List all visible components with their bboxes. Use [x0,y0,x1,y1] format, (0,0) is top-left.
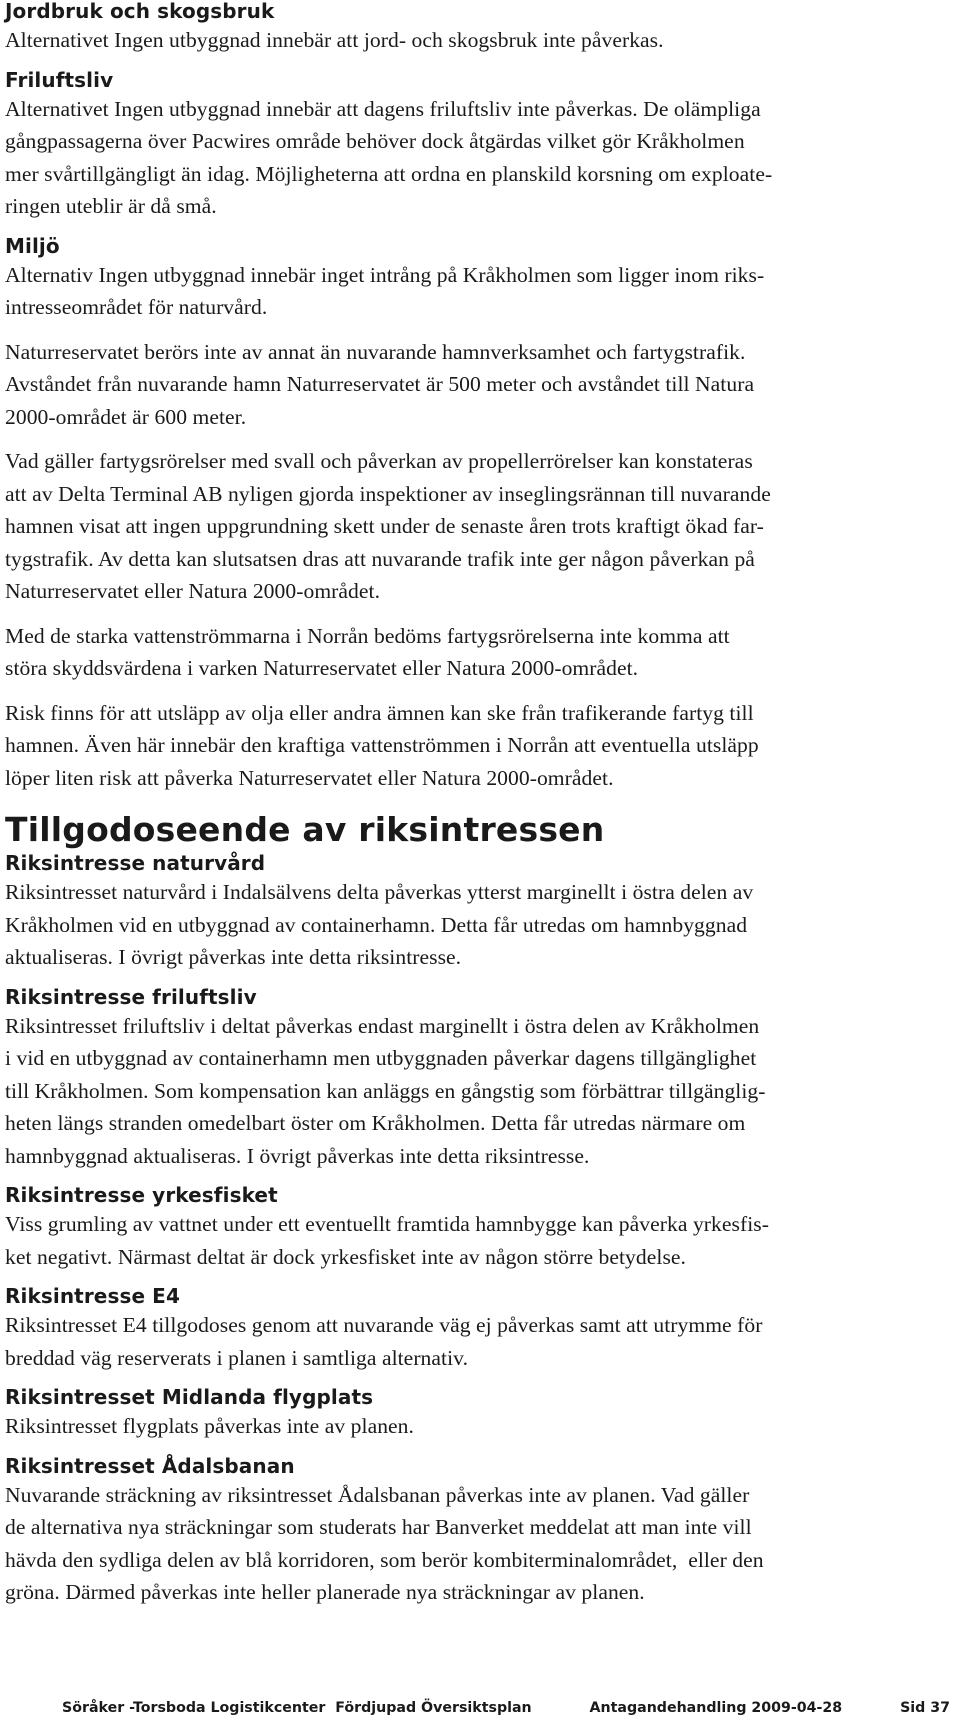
text-line: gröna. Därmed påverkas inte heller planerade nya sträckningar av planen. [5,1580,645,1604]
text-line: Naturreservatet berörs inte av annat än nuvarande hamnverksamhet och fartygstrafik. [5,339,746,364]
paragraph-riksintresset-midlanda [5,1410,950,1443]
section-title-tillgodoseende: Tillgodoseende av riksintressen [5,810,605,849]
text-line: hävda den sydliga delen av blå korridoren, som berör kombiterminalområdet, eller den [5,1547,764,1572]
text-line: att av Delta Terminal AB nyligen gjorda inspektioner av inseglingsrännan till nuvarande [5,481,771,506]
text-line: Med de starka vattenströmmarna i Norrån bedöms fartygsrörelserna inte komma att [5,623,730,648]
heading-miljo: Miljö [5,233,60,258]
text-line: mer svårtillgängligt än idag. Möjligheterna att ordna en planskild korsning om exploate- [5,161,773,186]
paragraph-riksintresse-e4 [5,1309,950,1374]
footer-document-status: Antagandehandling 2009-04-28 [589,1700,843,1716]
text-line: Naturreservatet eller Natura 2000-området. [5,579,381,603]
paragraph-miljo-5 [5,697,950,795]
paragraph-riksintresse-yrkesfisket [5,1208,950,1273]
paragraph-miljo-4 [5,620,950,685]
text-line: Nuvarande sträckning av riksintresset Ådalsbanan påverkas inte av planen. Vad gäller [5,1482,750,1507]
paragraph-riksintresse-naturvard [5,876,950,974]
text-line: ringen uteblir är då små. [5,194,217,218]
text-line: löper liten risk att påverka Naturreservatet eller Natura 2000-området. [5,765,614,790]
text-line: Alternativet Ingen utbyggnad innebär att jord- och skogsbruk inte påverkas. [5,28,664,52]
paragraph-jordbruk [5,24,950,57]
text-line: aktualiseras. I övrigt påverkas inte detta riksintresse. [5,945,462,969]
text-line: Risk finns för att utsläpp av olja eller andra ämnen kan ske från trafikerande fartyg till [5,700,754,725]
text-line: Viss grumling av vattnet under ett eventuellt framtida hamnbygge kan påverka yrkesfis- [5,1212,769,1236]
text-line: tygstrafik. Av detta kan slutsatsen dras att nuvarande trafik inte ger någon påverkan på [5,546,755,571]
text-line: Kråkholmen vid en utbyggnad av containerhamn. Detta får utredas om hamnbyggnad [5,912,748,937]
heading-riksintresset-adalsbanan: Riksintresset Ådalsbanan [5,1453,295,1478]
text-line: hamnen. Även här innebär den kraftiga vattenströmmen i Norrån att eventuella utsläpp [5,733,759,757]
text-line: Riksintresset E4 tillgodoses genom att nuvarande väg ej påverkas samt att utrymme för [5,1313,763,1337]
text-line: heten längs stranden omedelbart öster om Kråkholmen. Detta får utredas närmare om [5,1111,746,1135]
heading-riksintresset-midlanda: Riksintresset Midlanda flygplats [5,1385,374,1409]
heading-riksintresse-friluftsliv: Riksintresse friluftsliv [5,984,257,1009]
text-line: Avståndet från nuvarande hamn Naturreservatet är 500 meter och avståndet till Natura [5,372,755,396]
text-line: de alternativa nya sträckningar som studerats har Banverket meddelat att man inte vill [5,1515,752,1539]
text-line: ket negativt. Närmast deltat är dock yrkesfisket inte av någon större betydelse. [5,1244,686,1269]
text-line: hamnbyggnad aktualiseras. I övrigt påverkas inte detta riksintresse. [5,1143,590,1168]
page-footer [62,1698,950,1718]
text-line: intresseområdet för naturvård. [5,295,268,319]
paragraph-miljo-3 [5,445,950,608]
paragraph-miljo-1 [5,259,950,324]
text-line: störa skyddsvärdena i varken Naturreservatet eller Natura 2000-området. [5,656,639,680]
text-line: Alternativ Ingen utbyggnad innebär inget intrång på Kråkholmen som ligger inom riks- [5,262,765,287]
footer-document-title: Söråker -Torsboda Logistikcenter Fördjupad Översiktsplan [62,1700,532,1716]
text-line: till Kråkholmen. Som kompensation kan anläggs en gångstig som förbättrar tillgänglig- [5,1078,766,1103]
heading-friluftsliv: Friluftsliv [5,67,114,92]
text-line: Vad gäller fartygsrörelser med svall och påverkan av propellerrörelser kan konstateras [5,449,753,473]
text-line: Riksintresset flygplats påverkas inte av planen. [5,1414,414,1438]
text-line: gångpassagerna över Pacwires område behöver dock åtgärdas vilket gör Kråkholmen [5,129,745,153]
text-line: Riksintresset naturvård i Indalsälvens delta påverkas ytterst marginellt i östra delen av [5,880,754,904]
paragraph-friluftsliv [5,93,950,223]
text-line: Riksintresset friluftsliv i deltat påverkas endast marginellt i östra delen av Kråkholmen [5,1013,760,1038]
text-line: hamnen visat att ingen uppgrundning skett under de senaste åren trots kraftigt ökad far- [5,514,764,538]
heading-riksintresse-yrkesfisket: Riksintresse yrkesfisket [5,1183,278,1207]
text-line: breddad väg reserverats i planen i samtliga alternativ. [5,1345,469,1370]
text-line: i vid en utbyggnad av containerhamn men utbyggnaden påverkar dagens tillgänglighet [5,1046,757,1070]
paragraph-riksintresset-adalsbanan [5,1479,950,1609]
heading-riksintresse-naturvard: Riksintresse naturvård [5,851,266,875]
document-page [5,0,950,1609]
text-line: Alternativet Ingen utbyggnad innebär att dagens friluftsliv inte påverkas. De olämpliga [5,96,761,121]
text-line: 2000-området är 600 meter. [5,404,247,429]
footer-page-number: Sid 37 [900,1700,950,1716]
paragraph-riksintresse-friluftsliv [5,1010,950,1173]
heading-riksintresse-e4: Riksintresse E4 [5,1284,180,1308]
heading-jordbruk: Jordbruk och skogsbruk [5,0,275,23]
paragraph-miljo-2 [5,336,950,434]
